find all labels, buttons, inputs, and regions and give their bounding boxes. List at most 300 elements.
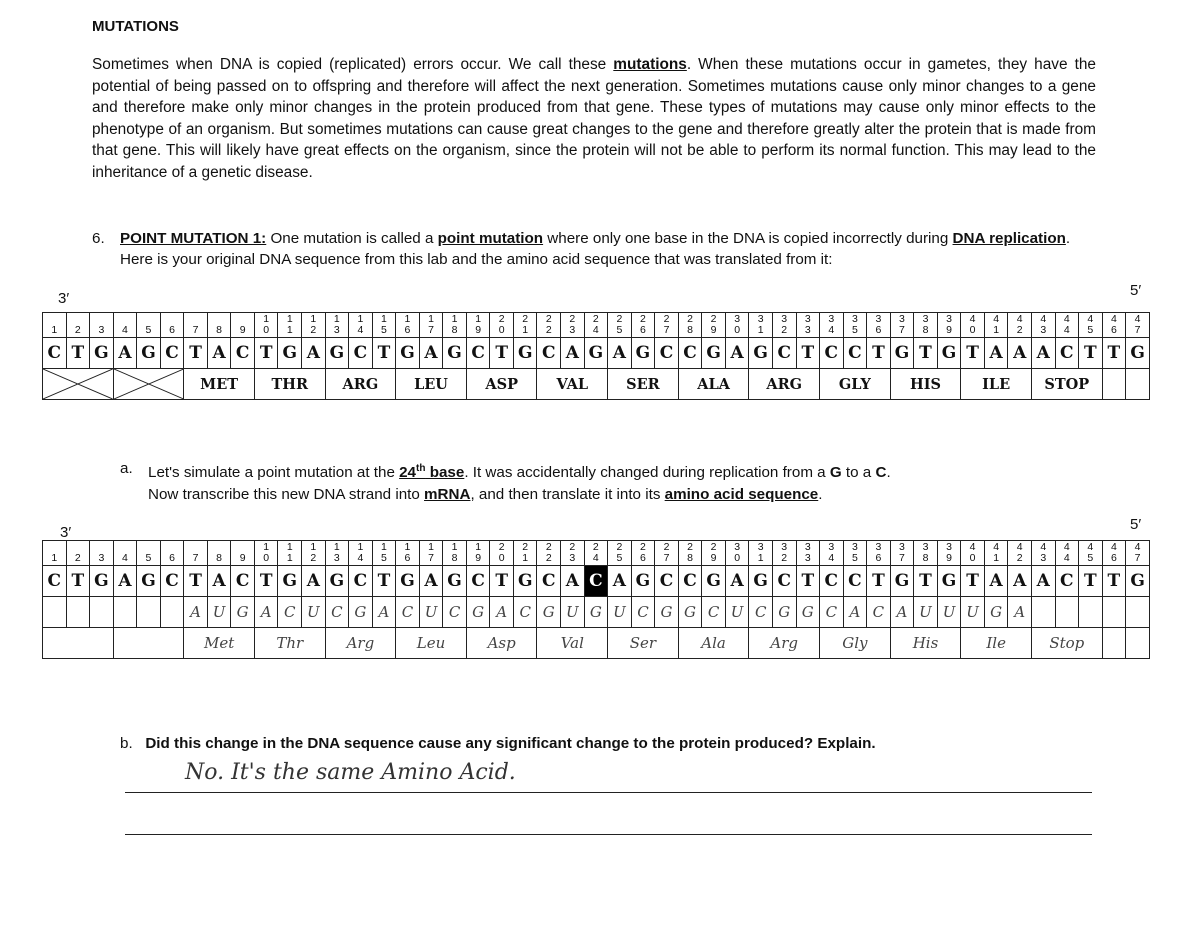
position-cell: 2 3 xyxy=(561,313,585,338)
mutated-base-cell: C xyxy=(584,566,608,597)
position-cell: 3 xyxy=(90,313,114,338)
position-cell: 2 xyxy=(66,541,90,566)
base-cell: G xyxy=(890,566,914,597)
mrna-cell[interactable]: C xyxy=(278,597,302,628)
handwritten-answer[interactable]: No. It's the same Amino Acid. xyxy=(185,760,516,785)
mrna-cell[interactable]: U xyxy=(419,597,443,628)
intro-paragraph xyxy=(92,54,1096,183)
position-cell: 4 5 xyxy=(1079,313,1103,338)
base-cell: A xyxy=(608,338,632,369)
mrna-cell[interactable]: A xyxy=(254,597,278,628)
base-cell: C xyxy=(655,338,679,369)
mrna-cell[interactable]: A xyxy=(372,597,396,628)
base-cell: A xyxy=(1031,566,1055,597)
base-cell: C xyxy=(843,566,867,597)
base-cell: C xyxy=(349,338,373,369)
amino-acid-cell: ARG xyxy=(325,369,396,400)
mrna-cell[interactable]: C xyxy=(513,597,537,628)
amino-acid-cell: MET xyxy=(184,369,255,400)
position-cell: 4 0 xyxy=(961,541,985,566)
amino-acid-cell: VAL xyxy=(537,369,608,400)
base-cell: C xyxy=(820,566,844,597)
base-cell: G xyxy=(325,566,349,597)
base-cell: C xyxy=(1055,338,1079,369)
base-cell: C xyxy=(820,338,844,369)
position-cell: 4 0 xyxy=(961,313,985,338)
question-letter: a. xyxy=(120,460,133,477)
qa-text-4: Now transcribe this new DNA strand into xyxy=(148,486,425,504)
student-amino-cell[interactable]: Leu xyxy=(396,628,467,659)
position-cell: 3 6 xyxy=(867,541,891,566)
base-cell: C xyxy=(466,566,490,597)
mrna-cell[interactable]: C xyxy=(749,597,773,628)
base-cell: T xyxy=(66,566,90,597)
base-cell: T xyxy=(66,338,90,369)
base-cell: A xyxy=(725,566,749,597)
position-cell: 1 7 xyxy=(419,313,443,338)
base-cell: G xyxy=(443,566,467,597)
position-cell: 2 7 xyxy=(655,313,679,338)
base-cell: T xyxy=(867,566,891,597)
position-cell: 2 9 xyxy=(702,541,726,566)
mrna-cell[interactable]: U xyxy=(937,597,961,628)
mrna-cell[interactable]: G xyxy=(796,597,820,628)
position-cell: 6 xyxy=(160,541,184,566)
mrna-cell[interactable]: A xyxy=(490,597,514,628)
base-cell: A xyxy=(984,566,1008,597)
empty-cell[interactable] xyxy=(1031,597,1055,628)
position-cell: 3 8 xyxy=(914,541,938,566)
position-cell: 3 5 xyxy=(843,313,867,338)
mrna-cell[interactable]: C xyxy=(631,597,655,628)
base-cell: T xyxy=(961,338,985,369)
position-cell: 1 3 xyxy=(325,313,349,338)
base-cell: A xyxy=(984,338,1008,369)
base-cell: G xyxy=(702,338,726,369)
base-row xyxy=(43,338,1150,369)
base-cell: C xyxy=(160,566,184,597)
base-cell: C xyxy=(231,566,255,597)
base-cell: T xyxy=(796,338,820,369)
amino-acid-cell: ILE xyxy=(961,369,1032,400)
position-cell: 1 xyxy=(43,313,67,338)
position-cell: 8 xyxy=(207,541,231,566)
intro-text: Sometimes when DNA is copied (replicated) errors occur. We call these xyxy=(92,56,614,73)
position-cell: 4 xyxy=(113,541,137,566)
empty-cell[interactable] xyxy=(1102,628,1126,659)
position-cell: 3 8 xyxy=(914,313,938,338)
qa-text-6: . xyxy=(818,486,823,504)
base-cell: T xyxy=(914,338,938,369)
empty-cell[interactable] xyxy=(43,628,114,659)
mrna-cell[interactable]: G xyxy=(678,597,702,628)
position-cell: 2 5 xyxy=(608,541,632,566)
student-amino-cell[interactable]: Ser xyxy=(608,628,679,659)
position-cell: 3 4 xyxy=(820,541,844,566)
base-cell: T xyxy=(254,566,278,597)
base-cell: A xyxy=(207,566,231,597)
mrna-cell[interactable]: G xyxy=(772,597,796,628)
position-cell: 2 9 xyxy=(702,313,726,338)
question-label: POINT MUTATION 1: xyxy=(120,230,267,247)
mrna-row xyxy=(43,597,1150,628)
empty-cell[interactable] xyxy=(113,597,137,628)
base-cell: G xyxy=(325,338,349,369)
base-cell: G xyxy=(749,338,773,369)
base-cell: A xyxy=(113,566,137,597)
position-cell: 3 2 xyxy=(772,541,796,566)
base-cell: T xyxy=(867,338,891,369)
base-cell: C xyxy=(537,566,561,597)
crossed-cell xyxy=(43,369,114,400)
base-cell: C xyxy=(43,566,67,597)
position-cell: 3 9 xyxy=(937,541,961,566)
position-cell: 3 0 xyxy=(725,541,749,566)
base-cell: G xyxy=(90,338,114,369)
base-cell: C xyxy=(678,566,702,597)
base-cell: C xyxy=(537,338,561,369)
student-amino-cell[interactable]: Stop xyxy=(1031,628,1102,659)
base-cell: C xyxy=(43,338,67,369)
position-cell: 1 1 xyxy=(278,541,302,566)
position-cell: 4 3 xyxy=(1031,313,1055,338)
empty-cell xyxy=(1102,369,1126,400)
position-cell: 4 7 xyxy=(1126,541,1150,566)
amino-acid-cell: ALA xyxy=(678,369,749,400)
mrna-cell[interactable]: U xyxy=(961,597,985,628)
mutations-term: mutations xyxy=(613,56,687,73)
base-cell: C xyxy=(231,338,255,369)
mrna-cell[interactable]: G xyxy=(537,597,561,628)
dna-replication-term: DNA replication xyxy=(952,230,1066,247)
position-cell: 4 4 xyxy=(1055,313,1079,338)
base-cell: T xyxy=(490,338,514,369)
mrna-cell[interactable]: G xyxy=(655,597,679,628)
position-cell: 9 xyxy=(231,541,255,566)
base-word: base xyxy=(425,464,465,482)
position-cell: 2 xyxy=(66,313,90,338)
position-cell: 1 8 xyxy=(443,313,467,338)
position-cell: 3 3 xyxy=(796,541,820,566)
position-cell: 1 7 xyxy=(419,541,443,566)
base-cell: C xyxy=(843,338,867,369)
position-cell: 1 8 xyxy=(443,541,467,566)
position-cell: 2 2 xyxy=(537,313,561,338)
base-cell: G xyxy=(278,566,302,597)
base-cell: C xyxy=(160,338,184,369)
position-cell: 3 9 xyxy=(937,313,961,338)
amino-acid-cell: ASP xyxy=(466,369,537,400)
empty-cell[interactable] xyxy=(137,597,161,628)
position-cell: 9 xyxy=(231,313,255,338)
student-amino-cell[interactable]: Ala xyxy=(678,628,749,659)
base-row xyxy=(43,566,1150,597)
amino-acid-row xyxy=(43,369,1150,400)
question-a xyxy=(120,458,891,506)
base-cell: G xyxy=(890,338,914,369)
answer-line-2 xyxy=(125,834,1092,835)
base-cell: T xyxy=(254,338,278,369)
base-cell: T xyxy=(796,566,820,597)
position-cell: 4 1 xyxy=(984,541,1008,566)
answer-line-1 xyxy=(125,792,1092,793)
amino-acid-cell: THR xyxy=(254,369,325,400)
mrna-cell[interactable]: C xyxy=(820,597,844,628)
base-cell: T xyxy=(184,338,208,369)
empty-cell[interactable] xyxy=(66,597,90,628)
position-cell: 1 xyxy=(43,541,67,566)
base-cell: G xyxy=(702,566,726,597)
empty-cell[interactable] xyxy=(1102,597,1126,628)
q6-text-2: where only one base in the DNA is copied incorrectly during xyxy=(543,230,953,247)
from-base: G xyxy=(829,464,842,482)
position-cell: 2 5 xyxy=(608,313,632,338)
qa-text-2: . It was accidentally changed during replication from a xyxy=(464,464,830,482)
position-cell: 1 0 xyxy=(254,313,278,338)
student-amino-cell[interactable]: His xyxy=(890,628,961,659)
base-cell: G xyxy=(137,566,161,597)
base-cell: C xyxy=(678,338,702,369)
base-cell: T xyxy=(372,566,396,597)
empty-cell[interactable] xyxy=(43,597,67,628)
position-cell: 3 5 xyxy=(843,541,867,566)
position-cell: 4 4 xyxy=(1055,541,1079,566)
base-cell: C xyxy=(772,338,796,369)
point-mutation-term: point mutation xyxy=(437,230,544,247)
base-cell: C xyxy=(772,566,796,597)
empty-cell[interactable] xyxy=(160,597,184,628)
position-cell: 2 3 xyxy=(561,541,585,566)
position-row xyxy=(43,313,1150,338)
base-cell: G xyxy=(90,566,114,597)
base-cell: A xyxy=(302,566,326,597)
page-title: MUTATIONS xyxy=(92,18,179,35)
student-amino-cell[interactable]: Met xyxy=(184,628,255,659)
three-prime-label-1: 3′ xyxy=(58,290,70,307)
position-cell: 3 7 xyxy=(890,313,914,338)
mrna-cell[interactable]: A xyxy=(890,597,914,628)
base-cell: G xyxy=(396,566,420,597)
base-cell: G xyxy=(396,338,420,369)
base-cell: G xyxy=(631,338,655,369)
question-b xyxy=(120,735,876,752)
student-amino-cell[interactable]: Thr xyxy=(254,628,325,659)
question-letter-b: b. xyxy=(120,735,133,752)
base-cell: A xyxy=(561,338,585,369)
base-cell: T xyxy=(914,566,938,597)
base-cell: G xyxy=(443,338,467,369)
position-cell: 2 1 xyxy=(513,313,537,338)
amino-acid-cell: STOP xyxy=(1031,369,1102,400)
base-cell: G xyxy=(513,566,537,597)
base-cell: A xyxy=(419,338,443,369)
question-6 xyxy=(92,228,1102,270)
qa-text-3: to a xyxy=(841,464,876,482)
mrna-cell[interactable]: G xyxy=(984,597,1008,628)
q6-text-3: . Here is your original DNA sequence from this lab and the amino acid sequence that was translated from it: xyxy=(120,230,1071,268)
question-number: 6. xyxy=(92,230,105,247)
position-cell: 4 6 xyxy=(1102,313,1126,338)
student-amino-cell[interactable]: Arg xyxy=(749,628,820,659)
base-cell: T xyxy=(961,566,985,597)
amino-acid-cell: GLY xyxy=(820,369,891,400)
position-cell: 7 xyxy=(184,541,208,566)
position-cell: 1 0 xyxy=(254,541,278,566)
mrna-cell[interactable]: C xyxy=(325,597,349,628)
mrna-cell[interactable]: C xyxy=(396,597,420,628)
base-cell: G xyxy=(631,566,655,597)
base-cell: C xyxy=(349,566,373,597)
five-prime-label-1: 5′ xyxy=(1130,282,1142,299)
position-cell: 2 6 xyxy=(631,541,655,566)
mrna-cell[interactable]: A xyxy=(1008,597,1032,628)
empty-cell[interactable] xyxy=(1055,597,1079,628)
position-cell: 1 4 xyxy=(349,313,373,338)
position-cell: 1 3 xyxy=(325,541,349,566)
base-cell: T xyxy=(1102,566,1126,597)
student-amino-cell[interactable]: Ile xyxy=(961,628,1032,659)
amino-acid-cell: ARG xyxy=(749,369,820,400)
position-cell: 2 4 xyxy=(584,541,608,566)
position-cell: 2 1 xyxy=(513,541,537,566)
mrna-cell[interactable]: A xyxy=(843,597,867,628)
base-cell: G xyxy=(937,338,961,369)
base-cell: A xyxy=(608,566,632,597)
position-cell: 3 xyxy=(90,541,114,566)
position-cell: 2 6 xyxy=(631,313,655,338)
student-amino-cell[interactable]: Arg xyxy=(325,628,396,659)
crossed-cell xyxy=(113,369,184,400)
base-cell: G xyxy=(584,338,608,369)
position-cell: 4 2 xyxy=(1008,313,1032,338)
base-cell: C xyxy=(655,566,679,597)
position-cell: 1 5 xyxy=(372,313,396,338)
mrna-cell[interactable]: U xyxy=(561,597,585,628)
position-cell: 4 1 xyxy=(984,313,1008,338)
mrna-cell[interactable]: C xyxy=(702,597,726,628)
amino-acid-cell: HIS xyxy=(890,369,961,400)
position-cell: 1 9 xyxy=(466,541,490,566)
position-cell: 2 8 xyxy=(678,541,702,566)
intro-text-2: . When these mutations occur in gametes, they have the potential of being passed on to offspring and therefore will affect the next generation. Sometimes mutations cause only minor changes to a gene and therefore make only minor changes in the protein produced from that gene. These types of mutations may cause only minor effects to the phenotype of an organism. But sometimes mutations can cause great changes to the gene and therefore greatly alter the protein that is made from that gene. This will likely have great effects on the organism, since the protein will not be able to perform its normal function. This may lead to the inheritance of a genetic disease. xyxy=(92,56,1096,181)
base-cell: A xyxy=(1008,338,1032,369)
position-row xyxy=(43,541,1150,566)
base-cell: A xyxy=(302,338,326,369)
to-base: C xyxy=(875,464,887,482)
qa-dot: . xyxy=(886,464,891,482)
student-amino-cell[interactable]: Val xyxy=(537,628,608,659)
position-cell: 5 xyxy=(137,313,161,338)
student-amino-cell[interactable]: Gly xyxy=(820,628,891,659)
base-cell: T xyxy=(1079,566,1103,597)
amino-acid-cell: LEU xyxy=(396,369,467,400)
position-cell: 3 1 xyxy=(749,541,773,566)
mrna-term: mRNA xyxy=(424,486,471,504)
position-cell: 4 6 xyxy=(1102,541,1126,566)
question-b-text: Did this change in the DNA sequence cause any significant change to the protein produced? Explain. xyxy=(145,735,876,752)
base-cell: A xyxy=(1008,566,1032,597)
position-cell: 8 xyxy=(207,313,231,338)
original-sequence-table xyxy=(42,312,1150,400)
base-cell: A xyxy=(207,338,231,369)
base-cell: C xyxy=(1055,566,1079,597)
cross-mark-icon xyxy=(114,369,184,399)
position-cell: 7 xyxy=(184,313,208,338)
mrna-cell[interactable]: C xyxy=(443,597,467,628)
position-cell: 3 7 xyxy=(890,541,914,566)
position-cell: 4 3 xyxy=(1031,541,1055,566)
position-cell: 4 5 xyxy=(1079,541,1103,566)
position-cell: 1 2 xyxy=(302,313,326,338)
mrna-cell[interactable]: G xyxy=(584,597,608,628)
position-cell: 2 2 xyxy=(537,541,561,566)
mrna-cell[interactable]: C xyxy=(867,597,891,628)
base-cell: G xyxy=(278,338,302,369)
position-cell: 1 4 xyxy=(349,541,373,566)
position-cell: 3 2 xyxy=(772,313,796,338)
empty-cell[interactable] xyxy=(113,628,184,659)
position-cell: 5 xyxy=(137,541,161,566)
mrna-cell[interactable]: G xyxy=(466,597,490,628)
amino-acid-sequence-term: amino acid sequence xyxy=(664,486,819,504)
empty-cell[interactable] xyxy=(1126,628,1150,659)
mrna-cell[interactable]: U xyxy=(914,597,938,628)
cross-mark-icon xyxy=(43,369,113,399)
student-amino-row xyxy=(43,628,1150,659)
base-cell: A xyxy=(113,338,137,369)
base-number: 24 xyxy=(399,464,417,482)
base-cell: G xyxy=(1126,338,1150,369)
base-cell: A xyxy=(725,338,749,369)
base-cell: G xyxy=(937,566,961,597)
base-cell: C xyxy=(466,338,490,369)
position-cell: 2 0 xyxy=(490,313,514,338)
position-cell: 1 1 xyxy=(278,313,302,338)
position-cell: 2 8 xyxy=(678,313,702,338)
position-cell: 1 2 xyxy=(302,541,326,566)
position-cell: 1 9 xyxy=(466,313,490,338)
base-cell: G xyxy=(513,338,537,369)
empty-cell[interactable] xyxy=(1079,597,1103,628)
position-cell: 4 7 xyxy=(1126,313,1150,338)
position-cell: 3 4 xyxy=(820,313,844,338)
position-cell: 3 6 xyxy=(867,313,891,338)
base-cell: T xyxy=(1079,338,1103,369)
mrna-cell[interactable]: U xyxy=(302,597,326,628)
position-cell: 4 2 xyxy=(1008,541,1032,566)
base-cell: G xyxy=(749,566,773,597)
three-prime-label-2: 3′ xyxy=(60,524,72,541)
position-cell: 1 6 xyxy=(396,313,420,338)
student-amino-cell[interactable]: Asp xyxy=(466,628,537,659)
mrna-cell[interactable]: G xyxy=(231,597,255,628)
empty-cell[interactable] xyxy=(90,597,114,628)
base-suffix: th xyxy=(416,463,426,474)
base-cell: T xyxy=(184,566,208,597)
mrna-cell[interactable]: U xyxy=(207,597,231,628)
qa-text-1: Let's simulate a point mutation at the xyxy=(148,464,400,482)
mrna-cell[interactable]: U xyxy=(608,597,632,628)
empty-cell[interactable] xyxy=(1126,597,1150,628)
mrna-cell[interactable]: A xyxy=(184,597,208,628)
position-cell: 2 7 xyxy=(655,541,679,566)
empty-cell xyxy=(1126,369,1150,400)
base-cell: G xyxy=(137,338,161,369)
mrna-cell[interactable]: U xyxy=(725,597,749,628)
position-cell: 2 0 xyxy=(490,541,514,566)
mrna-cell[interactable]: G xyxy=(349,597,373,628)
base-cell: T xyxy=(490,566,514,597)
